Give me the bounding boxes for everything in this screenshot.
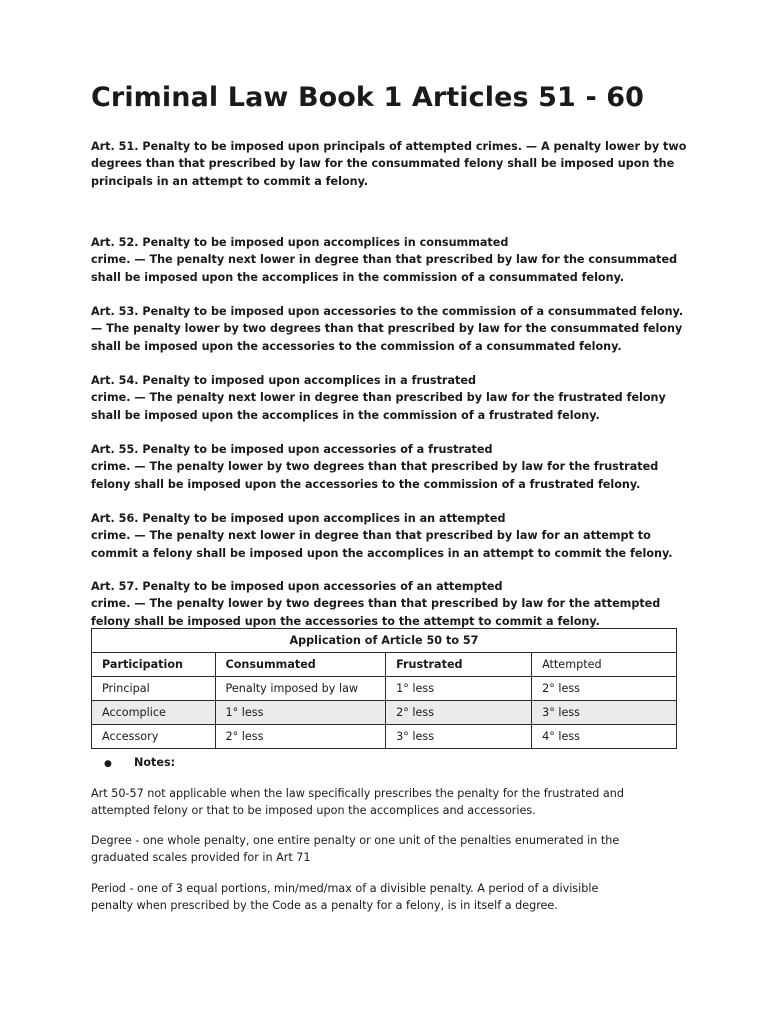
table-cell: Principal — [92, 677, 216, 701]
paragraph-line: graduated scales provided for in Art 71 — [91, 851, 311, 865]
notes-label: Notes: — [134, 756, 176, 769]
paragraph-period — [91, 880, 691, 915]
table-cell: Accomplice — [92, 701, 216, 725]
article-line: crime. — The penalty next lower in degree than that prescribed by law for an attempt to — [91, 529, 651, 543]
article-line: Art. 53. Penalty to be imposed upon accessories to the commission of a consummated felony. — [91, 305, 684, 318]
table-cell: Accessory — [92, 725, 216, 749]
application-table — [91, 628, 677, 749]
table-cell: Penalty imposed by law — [215, 677, 386, 701]
column-header-attempted: Attempted — [532, 653, 677, 677]
article-line: Art. 51. Penalty to be imposed upon principals of attempted crimes. — A penalty lower by two — [91, 140, 687, 153]
bullet-icon: ● — [104, 759, 112, 769]
column-header-consummated: Consummated — [215, 653, 386, 677]
table-row — [92, 677, 677, 701]
article-line: crime. — The penalty next lower in degree than prescribed by law for the frustrated felony — [91, 391, 666, 405]
article-51 — [91, 138, 691, 190]
table-cell: 1° less — [386, 677, 532, 701]
page-title: Criminal Law Book 1 Articles 51 - 60 — [91, 82, 645, 113]
table-caption: Application of Article 50 to 57 — [92, 629, 677, 653]
article-54 — [91, 372, 691, 424]
table-cell: 4° less — [532, 725, 677, 749]
article-55 — [91, 441, 691, 493]
table-row — [92, 701, 677, 725]
paragraph-line: Degree - one whole penalty, one entire penalty or one unit of the penalties enumerated in the — [91, 834, 620, 847]
article-line: Art. 54. Penalty to imposed upon accomplices in a frustrated — [91, 374, 476, 387]
paragraph-line: penalty when prescribed by the Code as a penalty for a felony, is in itself a degree. — [91, 899, 558, 913]
column-header-participation: Participation — [92, 653, 216, 677]
table-row — [92, 725, 677, 749]
table-cell: 1° less — [215, 701, 386, 725]
article-line: crime. — The penalty lower by two degrees than that prescribed by law for the attempted — [91, 597, 661, 611]
article-line: shall be imposed upon the accomplices in the commission of a consummated felony. — [91, 270, 625, 284]
article-line: commit a felony shall be imposed upon the accomplices in an attempt to commit the felony. — [91, 546, 673, 560]
article-52 — [91, 234, 691, 286]
column-header-frustrated: Frustrated — [386, 653, 532, 677]
article-56 — [91, 510, 691, 562]
article-line: Art. 52. Penalty to be imposed upon accomplices in consummated — [91, 236, 509, 249]
table-cell: 3° less — [386, 725, 532, 749]
article-line: shall be imposed upon the accomplices in the commission of a frustrated felony. — [91, 408, 600, 422]
paragraph-line: Art 50-57 not applicable when the law specifically prescribes the penalty for the frustrated and — [91, 787, 624, 800]
article-line: crime. — The penalty lower by two degrees than that prescribed by law for the frustrated — [91, 460, 659, 474]
paragraph-line: attempted felony or that to be imposed upon the accomplices and accessories. — [91, 804, 536, 818]
article-line: degrees than that prescribed by law for the consummated felony shall be imposed upon the — [91, 157, 675, 171]
article-53 — [91, 303, 691, 355]
article-line: Art. 56. Penalty to be imposed upon accomplices in an attempted — [91, 512, 506, 525]
article-line: Art. 57. Penalty to be imposed upon accessories of an attempted — [91, 580, 503, 593]
article-line: shall be imposed upon the accessories to the commission of a consummated felony. — [91, 339, 622, 353]
article-line: crime. — The penalty next lower in degree than that prescribed by law for the consummated — [91, 253, 678, 267]
table-cell: 3° less — [532, 701, 677, 725]
article-57 — [91, 578, 691, 630]
paragraph-degree — [91, 832, 691, 867]
article-line: principals in an attempt to commit a felony. — [91, 174, 369, 188]
table-cell: 2° less — [386, 701, 532, 725]
paragraph-line: Period - one of 3 equal portions, min/med/max of a divisible penalty. A period of a divisible — [91, 882, 599, 895]
article-line: felony shall be imposed upon the accessories to the attempt to commit a felony. — [91, 614, 600, 628]
table-cell: 2° less — [215, 725, 386, 749]
paragraph-art-50-57 — [91, 785, 691, 820]
table-cell: 2° less — [532, 677, 677, 701]
article-line: Art. 55. Penalty to be imposed upon accessories of a frustrated — [91, 443, 493, 456]
article-line: — The penalty lower by two degrees than that prescribed by law for the consummated felony — [91, 322, 683, 336]
notes-item — [104, 756, 175, 769]
article-line: felony shall be imposed upon the accessories to the commission of a frustrated felony. — [91, 477, 641, 491]
